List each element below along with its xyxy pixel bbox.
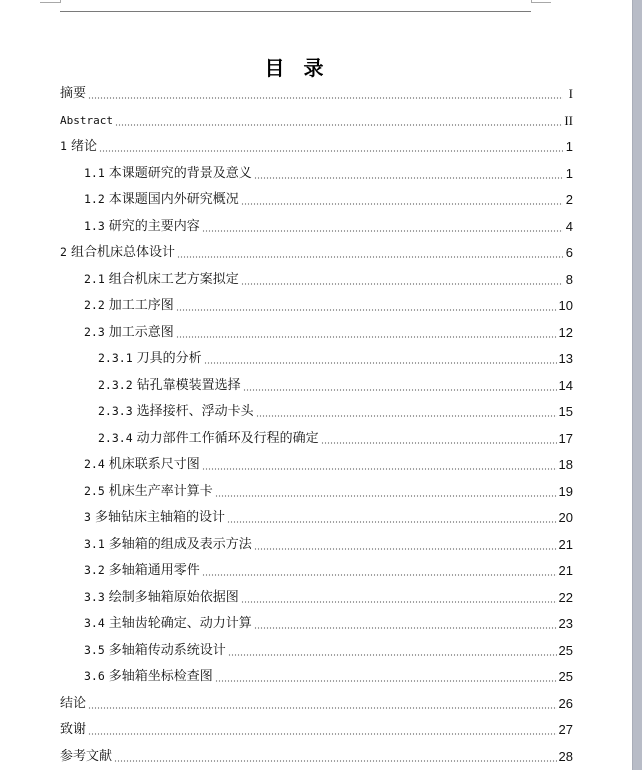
toc-entry[interactable] <box>98 373 573 395</box>
toc-entry-label: 主轴齿轮确定、动力计算 <box>108 616 252 631</box>
corner-mark-right-vertical <box>531 0 532 3</box>
toc-entry-number: 2.3.2 <box>98 378 133 392</box>
toc-entry-title <box>84 455 200 474</box>
toc-entry-page-number: 1 <box>565 139 573 154</box>
dot-leader <box>256 415 557 417</box>
toc-entry[interactable] <box>84 611 573 633</box>
toc-entry-label: 多轴钻床主轴箱的设计 <box>94 510 225 525</box>
toc-entry-label: 本课题研究的背景及意义 <box>108 166 252 181</box>
toc-entry-number: 3.2 <box>84 563 105 577</box>
toc-entry-label: 刀具的分析 <box>136 351 202 366</box>
toc-entry-label: 机床联系尺寸图 <box>108 457 200 472</box>
dot-leader <box>254 177 563 179</box>
dot-leader <box>215 495 557 497</box>
dot-leader <box>227 521 557 523</box>
toc-entry-number: 2.4 <box>84 457 105 471</box>
toc-entry-label: 多轴箱坐标检查图 <box>108 669 213 684</box>
toc-entry[interactable] <box>60 744 573 766</box>
dot-leader <box>177 256 563 258</box>
toc-entry-number: 2.3.3 <box>98 404 133 418</box>
toc-entry-number: 1.3 <box>84 219 105 233</box>
toc-entry[interactable] <box>84 214 573 236</box>
toc-entry-page-number: 28 <box>558 749 573 764</box>
toc-entry-page-number: 18 <box>558 457 573 472</box>
toc-entry-label: 多轴箱传动系统设计 <box>108 643 226 658</box>
toc-entry-number: 2 <box>60 245 67 259</box>
toc-entry-page-number: 25 <box>558 643 573 658</box>
toc-entry-title <box>84 641 226 660</box>
toc-entry-page-number: 27 <box>558 722 573 737</box>
toc-entry-title <box>98 376 241 395</box>
toc-entry-title <box>60 721 86 739</box>
toc-entry-number: 3.6 <box>84 669 105 683</box>
dot-leader <box>241 203 563 205</box>
dot-leader <box>241 601 557 603</box>
toc-entry-number: 3.1 <box>84 537 105 551</box>
toc-entry[interactable] <box>60 108 573 130</box>
toc-entry-title <box>60 137 97 156</box>
toc-entry-title <box>84 614 252 633</box>
toc-entry-label: 机床生产率计算卡 <box>108 484 213 499</box>
toc-entry-page-number: I <box>568 86 573 101</box>
toc-entry[interactable] <box>84 452 573 474</box>
dot-leader <box>99 150 563 152</box>
toc-entry-number: 2.2 <box>84 298 105 312</box>
toc-entry[interactable] <box>98 399 573 421</box>
toc-entry-title <box>84 270 239 289</box>
dot-leader <box>215 680 557 682</box>
toc-entry-page-number: 26 <box>558 696 573 711</box>
toc-entry-number: 2.3.4 <box>98 431 133 445</box>
toc-entry-title <box>98 429 319 448</box>
dot-leader <box>243 389 557 391</box>
toc-entry-label: 绪论 <box>70 139 97 154</box>
toc-entry[interactable] <box>84 320 573 342</box>
toc-entry-page-number: 25 <box>558 669 573 684</box>
header-rule <box>60 11 531 12</box>
dot-leader <box>202 574 557 576</box>
toc-entry-title <box>84 535 252 554</box>
toc-entry[interactable] <box>84 267 573 289</box>
toc-entry-page-number: 1 <box>565 166 573 181</box>
toc-entry[interactable] <box>60 717 573 739</box>
toc-entry-page-number: 19 <box>558 484 573 499</box>
toc-entry-number: 2.3 <box>84 325 105 339</box>
toc-entry[interactable] <box>84 293 573 315</box>
toc-entry-page-number: 4 <box>565 219 573 234</box>
toc-entry-page-number: 17 <box>558 431 573 446</box>
toc-entry-label: 本课题国内外研究概况 <box>108 192 239 207</box>
toc-entry-label: 多轴箱通用零件 <box>108 563 200 578</box>
toc-entry-label: 组合机床总体设计 <box>70 245 175 260</box>
dot-leader <box>115 124 562 126</box>
toc-entry-title <box>98 349 202 368</box>
toc-entry-label: 动力部件工作循环及行程的确定 <box>136 431 319 446</box>
toc-entry-label: 多轴箱的组成及表示方法 <box>108 537 252 552</box>
toc-entry-number: 3.3 <box>84 590 105 604</box>
toc-entry[interactable] <box>98 426 573 448</box>
toc-entry-number: 2.3.1 <box>98 351 133 365</box>
toc-entry-title <box>60 85 86 103</box>
toc-entry-label: 参考文献 <box>60 749 113 764</box>
toc-entry-label: Abstract <box>60 114 113 127</box>
toc-entry-title <box>84 667 213 686</box>
dot-leader <box>176 336 557 338</box>
dot-leader <box>114 760 557 762</box>
dot-leader <box>254 627 557 629</box>
toc-entry-label: 钻孔靠模装置选择 <box>136 378 241 393</box>
toc-entry-page-number: 14 <box>558 378 573 393</box>
toc-entry-title <box>84 588 239 607</box>
toc-entry-page-number: 12 <box>558 325 573 340</box>
toc-entry-title <box>84 190 239 209</box>
toc-entry[interactable] <box>84 532 573 554</box>
toc-entry[interactable] <box>84 505 573 527</box>
toc-entry-number: 3.5 <box>84 643 105 657</box>
toc-entry-page-number: 20 <box>558 510 573 525</box>
toc-entry-page-number: 15 <box>558 404 573 419</box>
toc-entry[interactable] <box>60 81 573 103</box>
toc-entry-title <box>84 561 200 580</box>
dot-leader <box>241 283 563 285</box>
toc-entry[interactable] <box>84 664 573 686</box>
corner-mark-right <box>531 2 551 3</box>
toc-entry-title <box>60 695 86 713</box>
toc-entry-label: 组合机床工艺方案拟定 <box>108 272 239 287</box>
dot-leader <box>88 707 557 709</box>
dot-leader <box>204 362 557 364</box>
toc-entry-number: 1 <box>60 139 67 153</box>
toc-entry-title <box>84 217 200 236</box>
toc-entry-page-number: 6 <box>565 245 573 260</box>
corner-mark-left-vertical <box>60 0 61 3</box>
toc-entry[interactable] <box>84 638 573 660</box>
toc-entry-page-number: 21 <box>558 563 573 578</box>
toc-entry[interactable] <box>84 585 573 607</box>
toc-entry-title <box>84 482 213 501</box>
toc-entry[interactable] <box>98 346 573 368</box>
dot-leader <box>202 468 557 470</box>
toc-entry-page-number: II <box>564 113 573 128</box>
toc-entry-label: 加工示意图 <box>108 325 174 340</box>
toc-entry[interactable] <box>84 187 573 209</box>
corner-mark-left <box>40 2 60 3</box>
toc-entry-title <box>84 164 252 183</box>
toc-entry-label: 加工工序图 <box>108 298 174 313</box>
toc-entry-number: 1.1 <box>84 166 105 180</box>
toc-entry[interactable] <box>84 161 573 183</box>
toc-entry-label: 绘制多轴箱原始依据图 <box>108 590 239 605</box>
toc-entry-number: 2.5 <box>84 484 105 498</box>
toc-entry-page-number: 2 <box>565 192 573 207</box>
vertical-scrollbar[interactable] <box>632 0 642 770</box>
toc-entry[interactable] <box>84 479 573 501</box>
toc-entry-label: 致谢 <box>60 722 87 737</box>
toc-entry-page-number: 22 <box>558 590 573 605</box>
dot-leader <box>176 309 557 311</box>
toc-entry-number: 3.4 <box>84 616 105 630</box>
toc-entry-page-number: 13 <box>558 351 573 366</box>
toc-entry-title <box>60 112 113 130</box>
dot-leader <box>228 654 557 656</box>
toc-entry[interactable] <box>60 691 573 713</box>
toc-entry-title <box>84 323 174 342</box>
dot-leader <box>202 230 563 232</box>
toc-entry[interactable] <box>60 240 573 262</box>
toc-entry-page-number: 10 <box>558 298 573 313</box>
dot-leader <box>88 97 563 99</box>
toc-entry[interactable] <box>60 134 573 156</box>
toc-entry-page-number: 21 <box>558 537 573 552</box>
toc-entry-label: 摘要 <box>60 86 87 101</box>
toc-entry-page-number: 23 <box>558 616 573 631</box>
toc-entry-title <box>60 243 175 262</box>
toc-entry[interactable] <box>84 558 573 580</box>
toc-entry-number: 3 <box>84 510 91 524</box>
toc-title: 目 录 <box>264 56 330 80</box>
dot-leader <box>321 442 557 444</box>
toc-entry-number: 2.1 <box>84 272 105 286</box>
toc-entry-label: 研究的主要内容 <box>108 219 200 234</box>
toc-entry-title <box>98 402 254 421</box>
toc-entry-label: 选择接杆、浮动卡头 <box>136 404 254 419</box>
toc-entry-title <box>84 508 225 527</box>
toc-entry-title <box>60 748 112 766</box>
toc-entry-page-number: 8 <box>565 272 573 287</box>
dot-leader <box>254 548 557 550</box>
toc-entry-label: 结论 <box>60 696 87 711</box>
toc-entry-title <box>84 296 174 315</box>
dot-leader <box>88 733 557 735</box>
toc-entry-number: 1.2 <box>84 192 105 206</box>
